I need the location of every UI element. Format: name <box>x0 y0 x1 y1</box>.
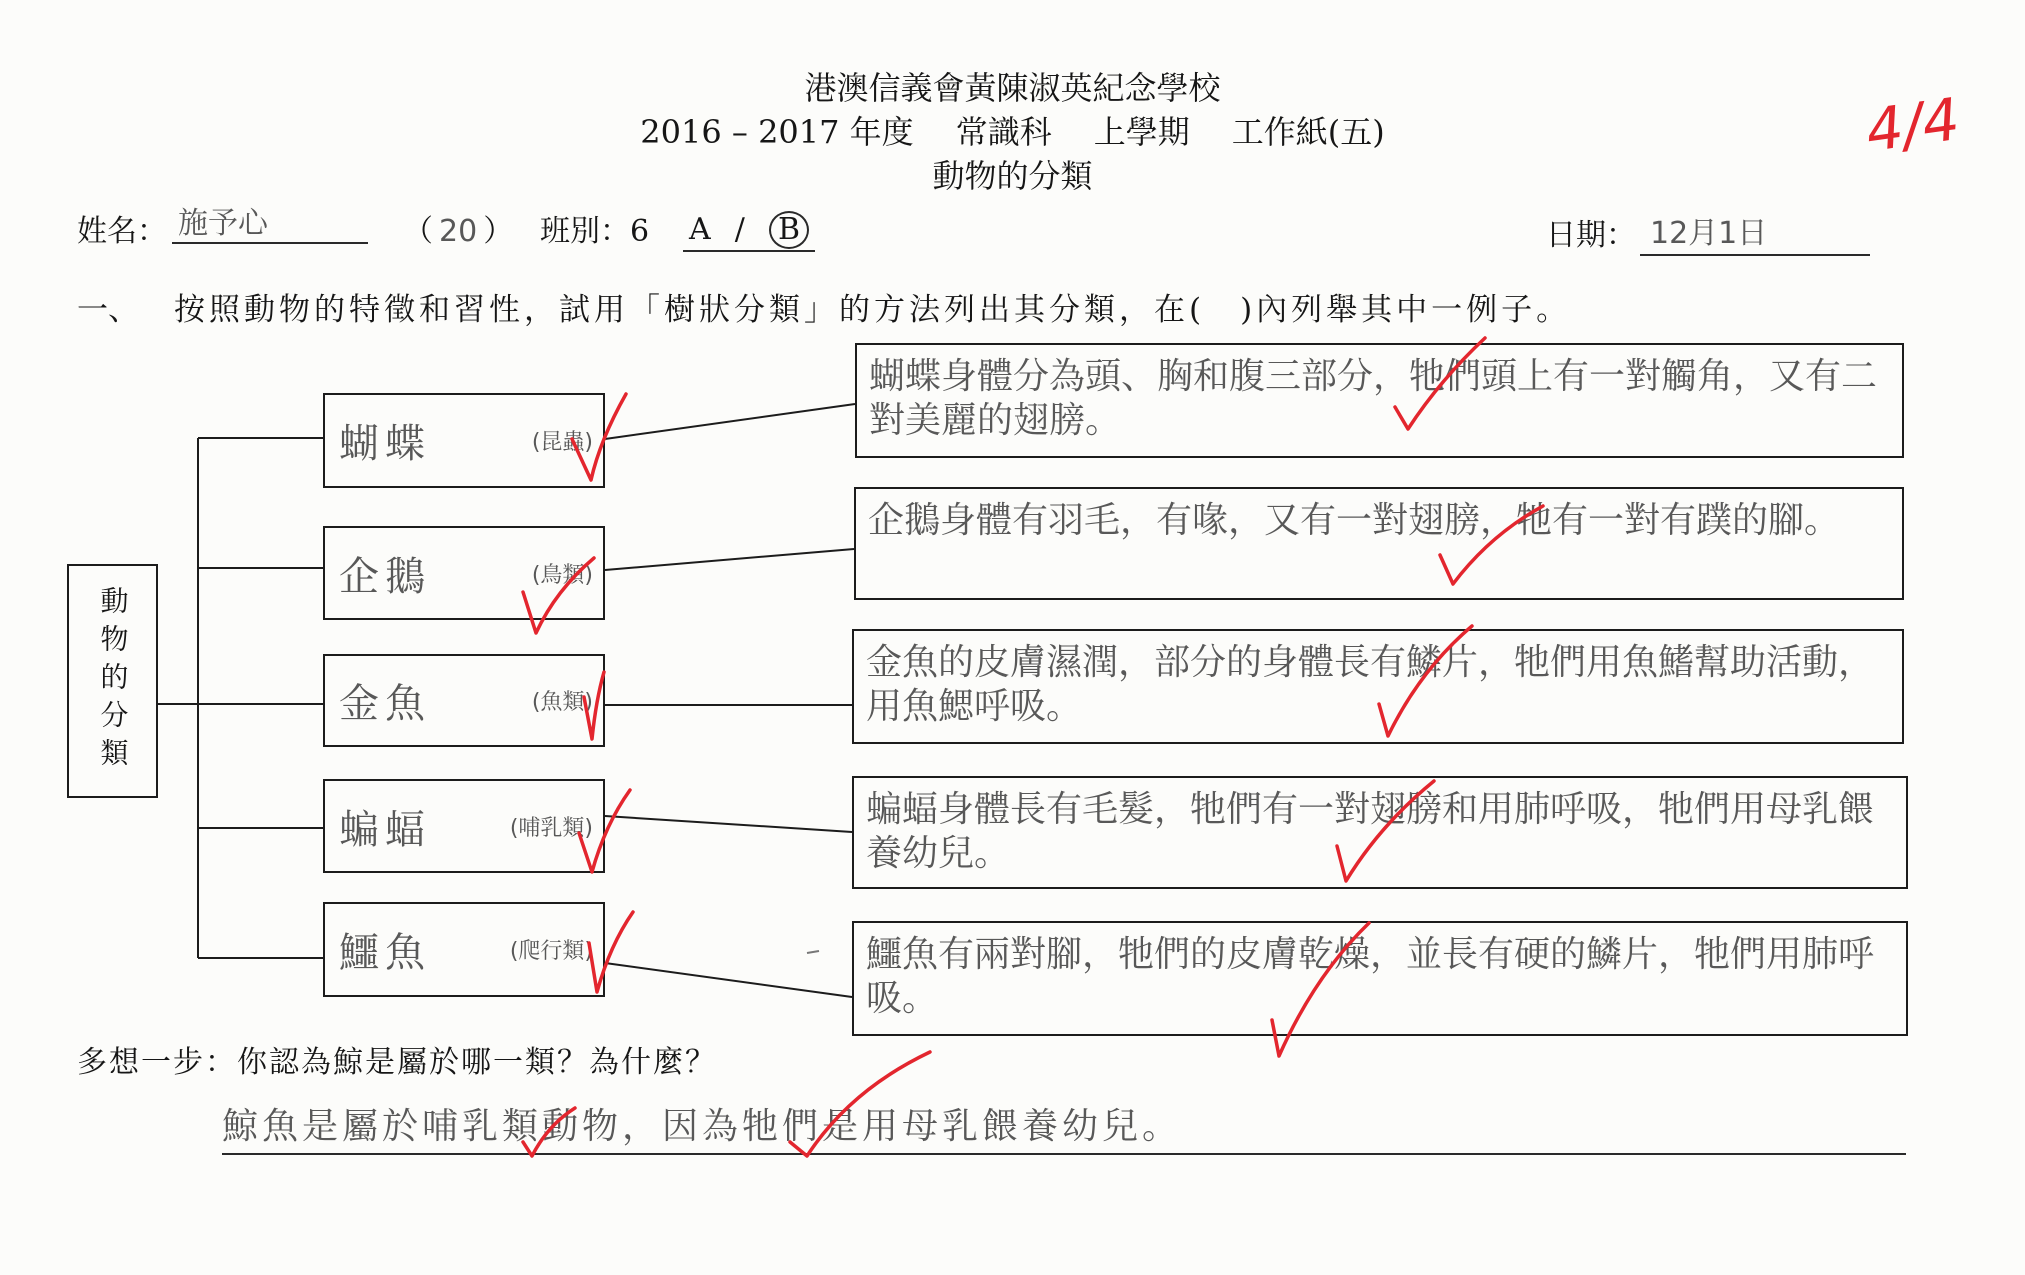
date-label: 日期： <box>1546 218 1636 253</box>
date-value: 12月1日 <box>1640 216 1870 256</box>
class-option-b-circled: B <box>769 211 809 249</box>
category-box <box>323 779 605 873</box>
animal-class: (魚類) <box>531 690 593 715</box>
worksheet-topic: 動物的分類 <box>932 157 1093 195</box>
animal-class: (哺乳類) <box>509 815 593 841</box>
question-text: 按照動物的特徵和習性，試用「樹狀分類」的方法列出其分類，在( )內列舉其中一例子。 <box>174 292 1572 328</box>
category-box <box>323 526 605 620</box>
tree-connector-line <box>605 816 852 832</box>
animal-name: 企鵝 <box>339 553 431 600</box>
class-number-open: （ <box>403 214 433 249</box>
subject: 常識科 <box>955 113 1052 151</box>
animal-description: 蝙蝠身體長有毛髮，牠們有一對翅膀和用肺呼吸，牠們用母乳餵養幼兒。 <box>852 776 1908 889</box>
worksheet-number: 工作紙(五) <box>1231 113 1385 151</box>
animal-description: 金魚的皮膚濕潤，部分的身體長有鱗片，牠們用魚鰭幫助活動，用魚鰓呼吸。 <box>852 629 1904 744</box>
name-label: 姓名： <box>77 214 167 249</box>
animal-name: 蝴蝶 <box>339 421 431 467</box>
category-box <box>323 393 605 488</box>
root-category-label: 動物的分類 <box>96 586 130 776</box>
score-mark: 4/4 <box>1861 84 1964 166</box>
school-name: 港澳信義會黃陳淑英紀念學校 <box>804 69 1221 107</box>
class-number-value: 20 <box>439 214 478 249</box>
animal-class: (爬行類) <box>509 939 593 964</box>
class-number-close: ） <box>483 214 514 249</box>
animal-name: 蝙蝠 <box>339 806 431 853</box>
tree-connector-line <box>605 404 855 439</box>
school-year: 2016 – 2017 年度 <box>640 113 914 151</box>
animal-name: 鱷魚 <box>339 930 431 976</box>
question-number: 一、 <box>77 292 139 328</box>
animal-name: 金魚 <box>339 681 431 727</box>
class-separator: / <box>734 212 745 247</box>
category-box <box>323 902 605 997</box>
animal-class: (昆蟲) <box>531 430 593 455</box>
tree-connector-line <box>605 963 852 997</box>
pencil-stray-mark <box>807 951 819 953</box>
term: 上學期 <box>1093 113 1190 151</box>
animal-class: (鳥類) <box>531 562 593 588</box>
animal-description: 企鵝身體有羽毛，有喙，又有一對翅膀，牠有一對有蹼的腳。 <box>854 487 1904 600</box>
animal-description: 蝴蝶身體分為頭、胸和腹三部分，牠們頭上有一對觸角，又有二對美麗的翅膀。 <box>855 343 1904 458</box>
category-box <box>323 654 605 747</box>
class-label: 班別：6 <box>540 214 650 249</box>
tree-connector-line <box>605 549 854 570</box>
class-option-a: A <box>689 212 711 247</box>
extra-question-prompt: 多想一步：你認為鯨是屬於哪一類？為什麼？ <box>77 1045 717 1080</box>
root-category-box <box>67 564 158 798</box>
student-name: 施予心 <box>172 206 368 244</box>
extra-question-answer: 鯨魚是屬於哺乳類動物，因為牠們是用母乳餵養幼兒。 <box>222 1104 1906 1155</box>
animal-description: 鱷魚有兩對腳，牠們的皮膚乾燥，並長有硬的鱗片，牠們用肺呼吸。 <box>852 921 1908 1036</box>
